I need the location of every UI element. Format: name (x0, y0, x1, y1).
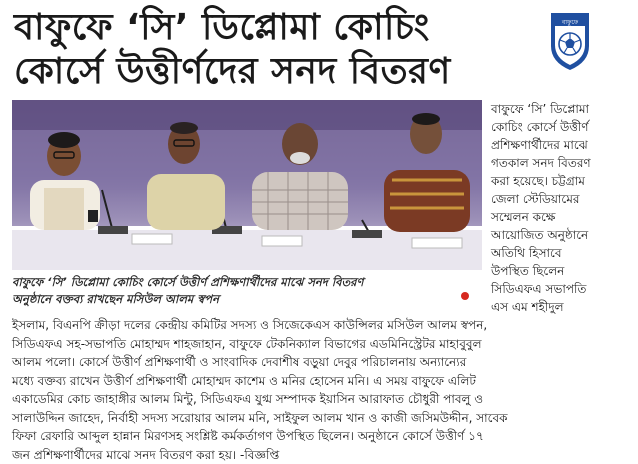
side-line: প্রশিক্ষণার্থীদের মাঝে (491, 138, 588, 152)
caption-line-2: অনুষ্ঠানে বক্তব্য রাখছেন মসিউল আলম স্বপন (12, 292, 219, 306)
caption-line-1: বাফুফে ‘সি’ ডিপ্লোমা কোচিং কোর্সে উত্তীর্ণ প্রশিক্ষণার্থীদের মাঝে সনদ বিতরণ (12, 275, 364, 289)
side-line: বাফুফে ‘সি’ ডিপ্লোমা (491, 102, 590, 116)
side-line: সিডিএফএ সভাপতি (491, 282, 587, 296)
side-line: সম্মেলন কক্ষে (491, 210, 556, 224)
body-line: ইসলাম, বিএনপি ক্রীড়া দলের কেন্দ্রীয় কমিটির সদস্য ও সিজেকেএস কাউন্সিলর মসিউল আলম স্বপন, (12, 318, 488, 332)
logo-text: বাফুফে (561, 19, 579, 26)
article-body (12, 316, 630, 464)
side-line: আয়োজিত অনুষ্ঠানে (491, 228, 589, 242)
side-line: উপস্থিত ছিলেন (491, 264, 565, 278)
body-line: মধ্যে বক্তব্য রাখেন উত্তীর্ণ প্রশিক্ষণার্থী মোহাম্মদ কাশেম ও মনির হোসেন মনি। এ সময় বাফুফে এলিট (12, 373, 476, 388)
side-line: জেলা স্টেডিয়ামের (491, 192, 580, 206)
body-line: সিডিএফএ সহ-সভাপতি মোহাম্মদ শাহজাহান, বাফুফে টেকনিক্যাল বিভাগের এডমিনিস্ট্রেটর মাহাবুবুল (12, 336, 482, 351)
headline-line-2: কোর্সে উত্তীর্ণদের সনদ বিতরণ (14, 51, 451, 92)
body-line: জন প্রশিক্ষণার্থীদের মাঝে সনদ বিতরণ করা হয়। -বিজ্ঞপ্তি (12, 447, 280, 462)
side-line: করা হয়েছে। চট্টগ্রাম (491, 174, 585, 188)
event-photo (12, 100, 482, 270)
side-line: গতকাল সনদ বিতরণ (491, 156, 591, 170)
event-photo-illustration (12, 100, 482, 270)
body-line: সালাউদ্দিন জাহেদ, নির্বাহী সদস্য সরোয়ার আলম মনি, সাইফুল আলম খান ও কাজী জসিমউদ্দীন, সাবেক (12, 410, 508, 425)
side-line: এস এম শহীদুল (491, 300, 564, 314)
side-line: অতিথি হিসাবে (491, 246, 562, 260)
body-line: একাডেমির কোচ জাহাঙ্গীর আলম মিন্টু, সিডিএফএ যুগ্ম সম্পাদক ইয়াসিন আরাফাত চৌধুরী পাবলু ও (12, 392, 484, 406)
body-line: আলম পলো। কোর্সে উত্তীর্ণ প্রশিক্ষণার্থী ও সাংবাদিক দেবাশীষ বড়ুয়া দেবুর পরিচালনায় অন্যান্যের (12, 355, 467, 369)
headline-line-1: বাফুফে ‘সি’ ডিপ্লোমা কোচিং (14, 7, 430, 48)
photo-caption (12, 274, 484, 308)
side-line: কোচিং কোর্সে উত্তীর্ণ (491, 120, 589, 134)
bff-logo (548, 10, 592, 72)
side-column-text (491, 100, 625, 316)
body-line: ফিফা রেফারি আব্দুল হান্নান মিরণসহ সংশ্লিষ্ট কর্মকর্তাগণ উপস্থিত ছিলেন। অনুষ্ঠানে কোর্সে উত্তীর্ণ ১৭ (12, 429, 484, 443)
red-bullet (461, 292, 469, 300)
